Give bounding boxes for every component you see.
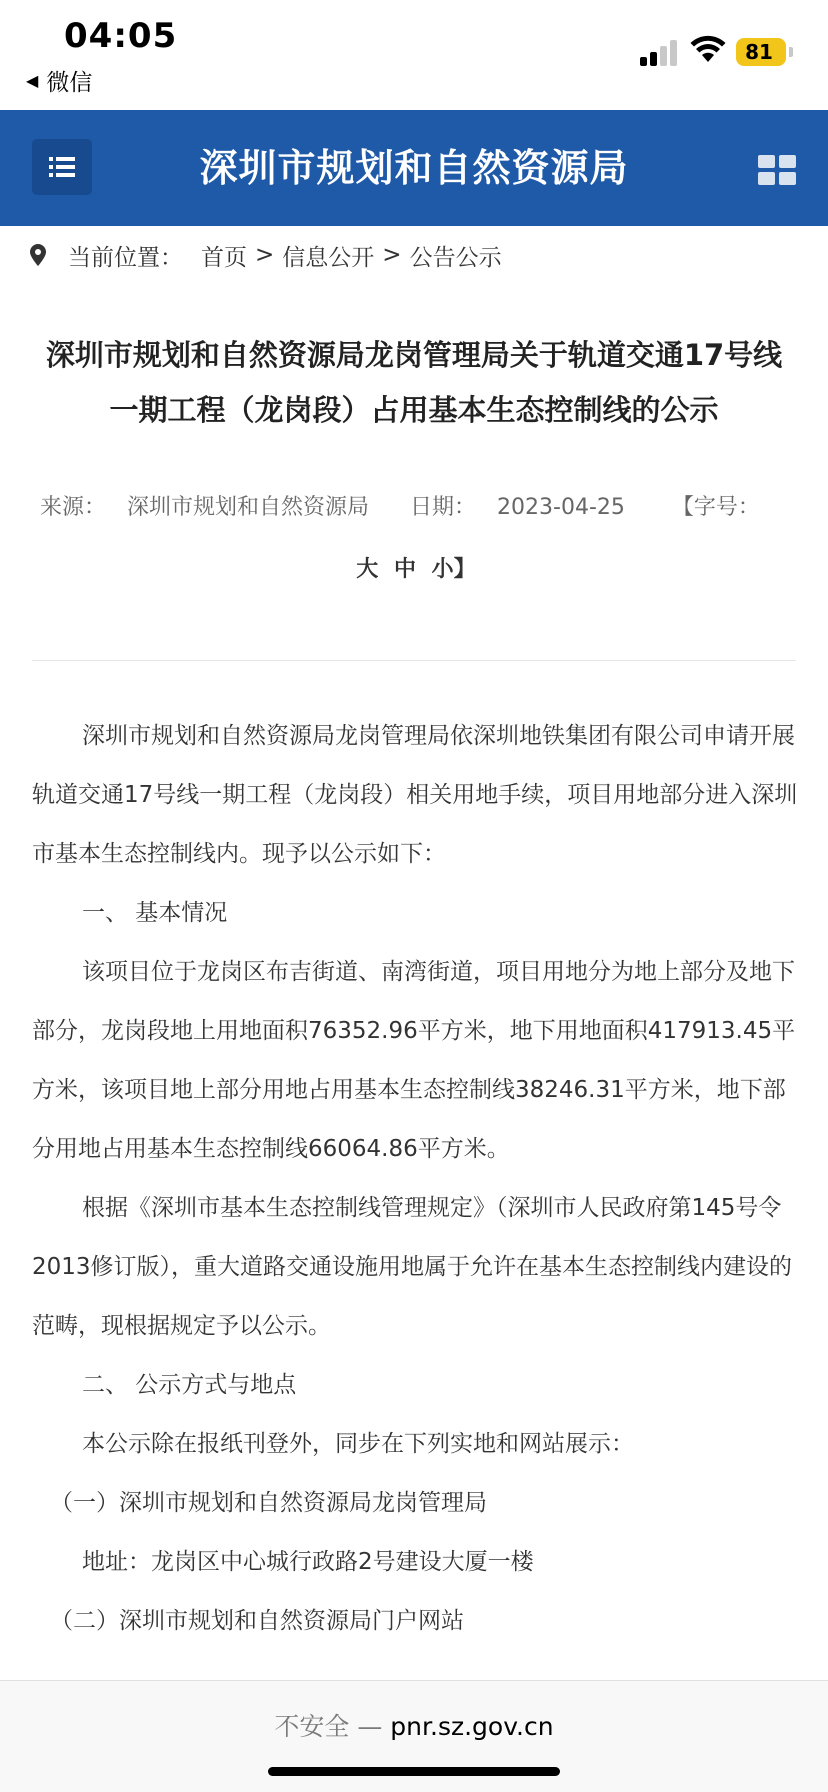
status-bar [0,0,828,110]
insecure-label: 不安全 — [274,1712,383,1741]
breadcrumb [30,240,502,270]
article-title: 深圳市规划和自然资源局龙岗管理局关于轨道交通17号线一期工程（龙岗段）占用基本生态控制线的公示 [45,338,783,427]
wifi-icon [690,34,726,64]
breadcrumb-notice-link[interactable]: 公告公示 [409,244,502,271]
site-title: 深圳市规划和自然资源局 [199,145,629,190]
grid-icon [758,155,775,168]
paragraph: 深圳市规划和自然资源局龙岗管理局依深圳地铁集团有限公司申请开展轨道交通17号线一期工程（龙岗段）相关用地手续，项目用地部分进入深圳市基本生态控制线内。现予以公示如下： [32,723,798,867]
breadcrumb-label: 当前位置： [68,244,183,271]
date-value: 2023-04-25 [497,495,625,520]
font-size-small-button[interactable]: 小 [431,557,454,582]
back-to-app-link[interactable] [26,64,92,97]
breadcrumb-home-link[interactable]: 首页 [201,244,247,271]
date-label: 日期： [410,495,477,520]
breadcrumb-separator: > [382,242,402,268]
battery-icon [736,38,786,66]
font-size-medium-button[interactable]: 中 [393,557,416,582]
article-content [32,707,798,1651]
paragraph: 根据《深圳市基本生态控制线管理规定》（深圳市人民政府第145号令2013修订版），重大道路交通设施用地属于允许在基本生态控制线内建设的范畴，现根据规定予以公示。 [32,1195,793,1339]
paragraph: （二）深圳市规划和自然资源局门户网站 [50,1608,464,1634]
breadcrumb-separator: > [255,242,275,268]
cellular-signal-icon [640,38,680,66]
battery-level: 81 [745,40,773,64]
breadcrumb-info-link[interactable]: 信息公开 [282,244,375,271]
divider [32,660,796,661]
font-size-large-button[interactable]: 大 [356,557,379,582]
list-icon [49,155,75,179]
section-heading: 二、 公示方式与地点 [82,1372,297,1398]
url-display[interactable] [0,1707,828,1743]
font-size-label: 【字号： [671,495,760,520]
url-domain: pnr.sz.gov.cn [390,1712,554,1741]
section-heading: 一、 基本情况 [82,900,228,926]
paragraph: 本公示除在报纸刊登外，同步在下列实地和网站展示： [82,1431,634,1457]
grid-menu-button[interactable] [758,155,796,187]
font-size-switcher [0,552,828,583]
source-label: 来源： [40,495,107,520]
source-value: 深圳市规划和自然资源局 [127,495,370,520]
home-indicator[interactable] [268,1767,560,1776]
browser-address-bar[interactable] [0,1680,828,1792]
status-time: 04:05 [64,16,178,56]
location-pin-icon [30,244,46,266]
paragraph: （一）深圳市规划和自然资源局龙岗管理局 [50,1490,487,1516]
back-triangle-icon: ◀ [26,71,39,90]
menu-button[interactable] [32,139,92,195]
font-size-close: 】 [453,557,476,582]
article-meta [40,490,800,521]
paragraph: 该项目位于龙岗区布吉街道、南湾街道，项目用地分为地上部分及地下部分，龙岗段地上用地面积76352.96平方米，地下用地面积417913.45平方米，该项目地上部分用地占用基本生态控制线38246.31平方米，地下部分用地占用基本生态控制线66064.86平方米。 [32,959,796,1162]
back-app-label: 微信 [46,70,93,96]
paragraph: 地址：龙岗区中心城行政路2号建设大厦一楼 [82,1549,534,1575]
site-header [0,110,828,226]
